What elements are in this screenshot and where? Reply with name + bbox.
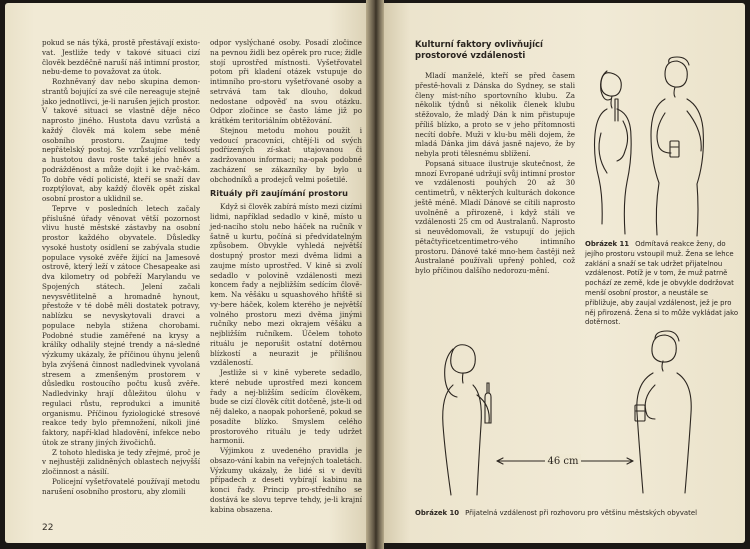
- figure-10-label: Obrázek 10: [415, 509, 460, 517]
- page-number-left: 22: [42, 523, 54, 533]
- paragraph: Teprve v posledních letech začaly příslušné úřady věnovat větší pozornost vlivu husté městské zástavby na osobní prostor každého obyvatele. Důsledky vysoké hustoty osídlení se zabývala studie populace vysoké zvěře žijící na Jamesově ostrově, který leží v zátoce Chesapeake asi dva kilometry od pobřeží Marylandu ve Spojených státech. Jelení začali nevysvětlitelně a hromadně hynout, přestože v té době měli dostatek potravy, nablízku se nevyskytovali dravci a populace nebyla stižena chorobami. Podobné studie zaměřené na krysy a králíky odhalily stejné trendy a ná-sledné výzkumy ukázaly, že příčinou úhynu jelenů byla zvýšená činnost nadledvinek vyvolaná stresem a zmenšeným prostorem v důsledku rostoucího počtu kusů zvěře. Nadledvinky hrají důležitou úlohu v regulaci růstu, reprodukci a imunitě organismu. Příčinou fyziologické stresové reakce tedy bylo přemnožení, nikoli jiné faktory, napří-klad hladovění, infekce nebo útok ze strany jiných živočichů.: [42, 203, 200, 447]
- book-gutter: [366, 0, 384, 549]
- paragraph: Policejní vyšetřovatelé používají metodu narušení osobního prostoru, aby zlomili: [42, 476, 200, 496]
- figure-10-caption: [415, 509, 735, 519]
- distance-label: 46 cm: [547, 456, 579, 467]
- left-column-2: [210, 38, 362, 514]
- figure-10-text: Přijatelná vzdálenost při rozhovoru pro většinu městských obyvatel: [465, 509, 697, 517]
- left-column-2-text-a: [210, 38, 362, 184]
- section-heading-cultural: Kulturní faktory ovlivňující prostorové vzdálenosti: [415, 40, 543, 61]
- figure-11-label: Obrázek 11: [585, 240, 630, 248]
- right-column: [415, 71, 575, 276]
- left-column-1: [42, 38, 200, 496]
- figure-11-illustration: [579, 43, 739, 238]
- paragraph: pokud se nás týká, prostě přestávají existo-vat. Jestliže tedy v takové situaci cizí člověk bezděčně naruší náš intimní prostor, nebu-deme to považovat za útok.: [42, 38, 200, 77]
- left-column-2-text-b: [210, 202, 362, 514]
- paragraph: Z tohoto hlediska je tedy zřejmé, proč je v nejhustěji zalidněných oblastech nejvyšší zločinnost a násilí.: [42, 447, 200, 476]
- paragraph: Rozhněvaný dav nebo skupina demon-strantů bojující za své cíle nereaguje stejně jako jednotlivci, je-li narušen jejich prostor. V takové situaci se vlastně děje něco naprosto jiného. Hustota davu vzrůstá a každý člověk má kolem sebe méně osobního prostoru. Zaujme tedy nepřátelský postoj. Se vzrůstající velikostí a hustotou davu roste také jeho hněv a podrážděnost a může dojít i ke rvač-kám. To dobře vědí policisté, kteří se snaží dav rozptýlovat, aby každý člověk opět získal osobní prostor a uklidnil se.: [42, 77, 200, 203]
- paragraph: Mladí manželé, kteří se před časem přestě-hovali z Dánska do Sydney, se stali členy míst-ního sportovního klubu. Za několik týdnů si několik členek klubu stěžovalo, že mladý Dán k nim přistupuje příliš blízko, a proto se v jeho přítomnosti necítí dobře. Muži v klu-bu měli dojem, že mladá Dánka jim dává jasně najevo, že by nebyla proti tělesnému sblížení.: [415, 71, 575, 158]
- paragraph: odpor vyslýchané osoby. Posadí zločince na pevnou židli bez opěrek pro ruce; židle stojí uprostřed místnosti. Vyšetřovatel potom při kladení otázek vstupuje do intimního pro-storu vyšetřované osoby a setrvává tam tak dlouho, dokud nedostane odpověď na svou otázku. Odpor zločince se často láme již po krátkém teritoriálním obtěžování.: [210, 38, 362, 125]
- left-page: [5, 3, 373, 543]
- paragraph: Popsaná situace ilustruje skutečnost, že mnozí Evropané udržují svůj intimní prostor ve vzdálenosti pouhých 20 až 30 centimetrů, v některých kulturách dokonce ještě méně. Mladí Dánové se cítili naprosto uvolněně a přirozeně, i když stáli ve vzdálenosti 25 cm od Australanů. Naprosto si neuvědomovali, že vstupují do jejich pětačtyřicetcentimetro-vého intimního prostoru. Dánové také mno-hem častěji než Australané používali upřený pohled, což bylo příčinou dalšího nedorozu-mění.: [415, 158, 575, 275]
- figure-10-illustration: [397, 323, 732, 503]
- paragraph: Výjimkou z uvedeného pravidla je obsazo-vání kabin na veřejných toaletách. Výzkumy ukázaly, že lidé si v devíti případech z deseti vybírají kabinu na konci řady. Princip pro-středního se dostává ke slovu teprve tehdy, je-li krajní kabina obsazena.: [210, 446, 362, 514]
- right-page: [377, 3, 745, 543]
- figure-11-caption: [585, 240, 740, 328]
- figure-11-text: Odmítavá reakce ženy, do jejího prostoru vstoupil muž. Žena se lehce zaklání a snaží se tak udržet přijatelnou vzdálenost. Potíž je v tom, že muž patrně pochází ze země, kde je obvykle dodržovat menší osobní prostor, a neustále se přibližuje, aby zaujal vzdálenost, jež je pro něj přirozená. Žena si to může vykládat jako dotěrnost.: [585, 240, 739, 327]
- paragraph: Když si člověk zabírá místo mezi cizími lidmi, například sedadlo v kině, místo u jed-nacího stolu nebo háček na ručník v šatně u kurtu, počíná si předvídatelným způsobem. Obvykle vyhledá největší dostupný prostor mezi dvěma lidmi a zaujme místo uprostřed. V kině si zvolí sedadlo v polovině vzdálenosti mezi koncem řady a nejbližším sedícím člově-kem. Na věšáku u squashového hřiště si vy-bere háček, kolem kterého je největší volného prostoru mezi dvěma jinými ručníky nebo mezi okrajem věšáku a nejbližším ručníkem. Účelem tohoto rituálu je neporušit ostatní dotěrnou blízkostí a neurazit je přílišnou vzdáleností.: [210, 202, 362, 368]
- section-heading-rituals: Rituály při zaujímání prostoru: [210, 188, 349, 199]
- paragraph: Jestliže si v kině vyberete sedadlo, které nebude uprostřed mezi koncem řady a nej-bližším sedícím člověkem, bude se cizí člověk cítit dotčeně, jste-li od něj daleko, a naopak pohoršeně, pokud se posadíte blízko. Smyslem celého prostorového rituálu je tedy udržet harmonii.: [210, 368, 362, 446]
- paragraph: Stejnou metodu mohou použít i vedoucí pracovníci, chtějí-li od svých podřízených zí-skat utajovanou či zadržovanou informaci; na-opak podobné zacházení se zákazníky by bylo u obchodníků a prodejců velmi pošetilé.: [210, 125, 362, 184]
